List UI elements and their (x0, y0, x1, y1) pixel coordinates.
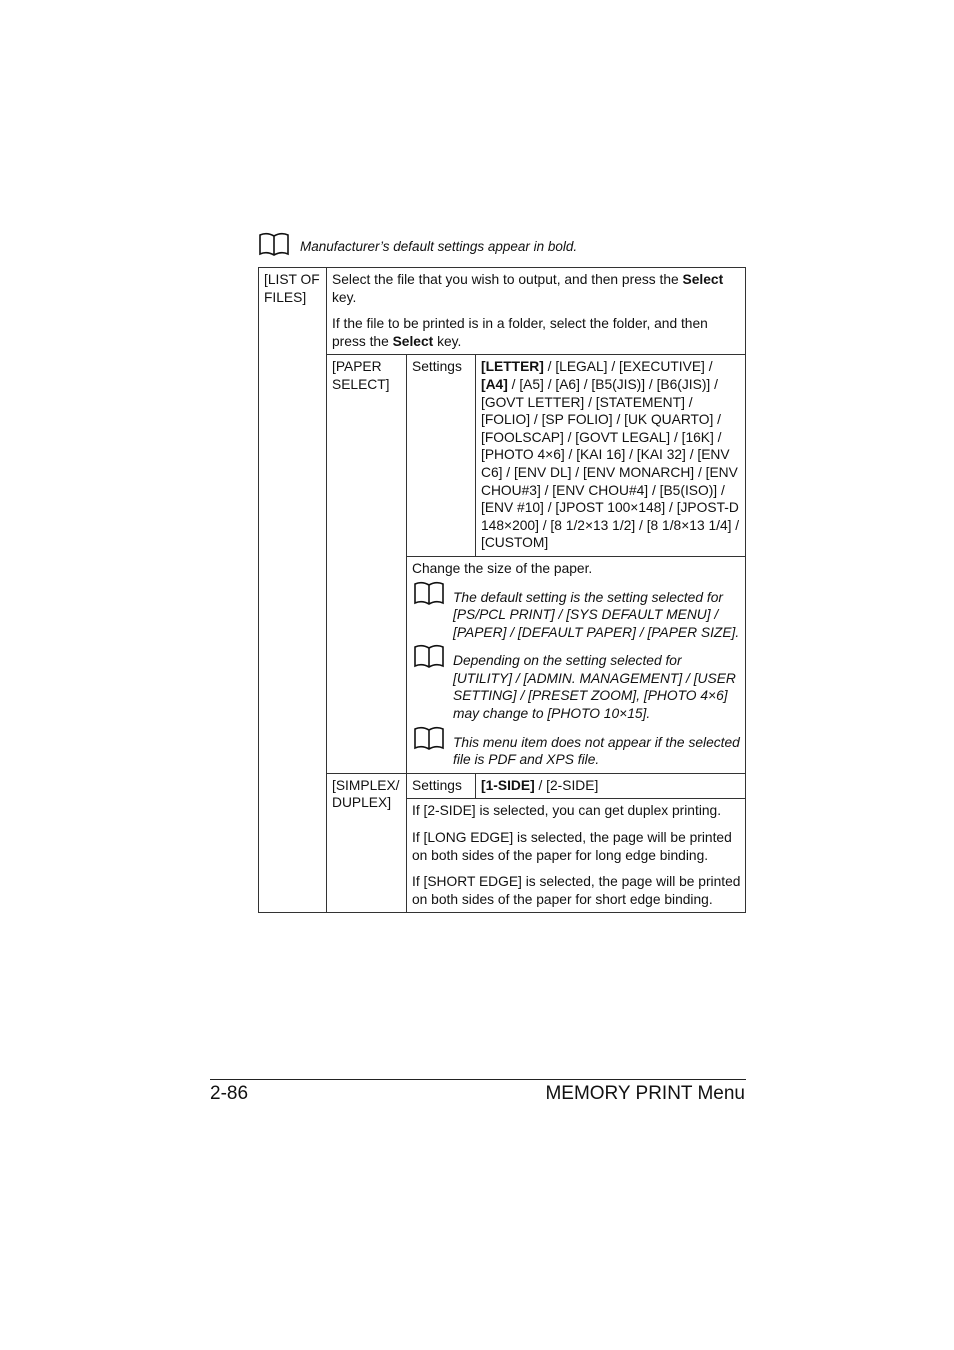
note-book-icon (413, 726, 445, 757)
paper-select-note-zoom: Depending on the setting selected for [UTILITY] / [ADMIN. MANAGEMENT] / [USER SETTING] / [PRESET ZOOM], [PHOTO 4×6] may change to [PHOTO 10×15]. (412, 652, 741, 722)
paper-select-note-pdf-xps: This menu item does not appear if the selected file is PDF and XPS file. (412, 734, 741, 769)
select-key-label: Select (392, 333, 434, 349)
default-settings-note (258, 230, 758, 258)
page-number: 2-86 (210, 1083, 249, 1104)
simplex-duplex-label: [SIMPLEX/ DUPLEX] (327, 773, 407, 913)
simplex-duplex-settings-label: Settings (407, 773, 476, 799)
note-book-icon (413, 581, 445, 612)
paper-select-description: Change the size of the paper. The default setting is the setting selected for [PS/PCL PRINT] / [SYS DEFAULT MENU] / [PAPER] / [DEFAULT PAPER] / [PAPER SIZE]. Depending on the setting selected for [UTILITY] / [ADMIN. MANAGEMENT] / [USER SETTING] / [PRESET ZOOM], [PHOTO 4×6] may change to [PHOTO 10×15]. This menu item does not appear if the selected file is PDF and XPS file. (407, 556, 746, 773)
select-key-label: Select (682, 272, 724, 287)
simplex-duplex-description: If [2-SIDE] is selected, you can get duplex printing. If [LONG EDGE] is selected, the page will be printed on both sides of the paper for long edge binding. If [SHORT EDGE] is selected, the page will be printed on both sides of the paper for short edge binding. (407, 799, 746, 913)
note-book-icon (413, 644, 445, 675)
paper-select-settings-label: Settings (407, 355, 476, 557)
table-row (259, 268, 746, 355)
paper-select-label: [PAPER SELECT] (327, 355, 407, 773)
paper-select-options: [LETTER] / [LEGAL] / [EXECUTIVE] / [A4] / [A5] / [A6] / [B5(JIS)] / [B6(JIS)] / [GOVT LETTER] / [STATEMENT] / [FOLIO] / [SP FOLIO] / [UK QUARTO] / [FOOLSCAP] / [GOVT LEGAL] / [16K] / [PHOTO 4×6] / [KAI 16] / [KAI 32] / [ENV C6] / [ENV DL] / [ENV MONARCH] / [ENV CHOU#3] / [ENV CHOU#4] / [B5(ISO)] / [ENV #10] / [JPOST 100×148] / [JPOST-D 148×200] / [8 1/2×13 1/2] / [8 1/8×13 1/4] / [CUSTOM] (476, 355, 746, 557)
default-settings-note-text: Manufacturer’s default settings appear in bold. (300, 239, 578, 254)
list-of-files-label: [LIST OF FILES] (259, 268, 327, 913)
paper-select-note-default: The default setting is the setting selected for [PS/PCL PRINT] / [SYS DEFAULT MENU] / [PAPER] / [DEFAULT PAPER] / [PAPER SIZE]. (412, 589, 741, 642)
table-row (259, 355, 746, 557)
simplex-duplex-options: [1-SIDE] / [2-SIDE] (476, 773, 746, 799)
table-row (259, 773, 746, 799)
footer-divider (210, 1079, 746, 1080)
note-book-icon (258, 232, 290, 263)
footer-title: MEMORY PRINT Menu (545, 1083, 745, 1104)
list-of-files-description: Select the file that you wish to output, and then press the Select key. If the file to be printed is in a folder, select the folder, and then press the Select key. (327, 268, 746, 355)
menu-settings-table (258, 267, 746, 913)
